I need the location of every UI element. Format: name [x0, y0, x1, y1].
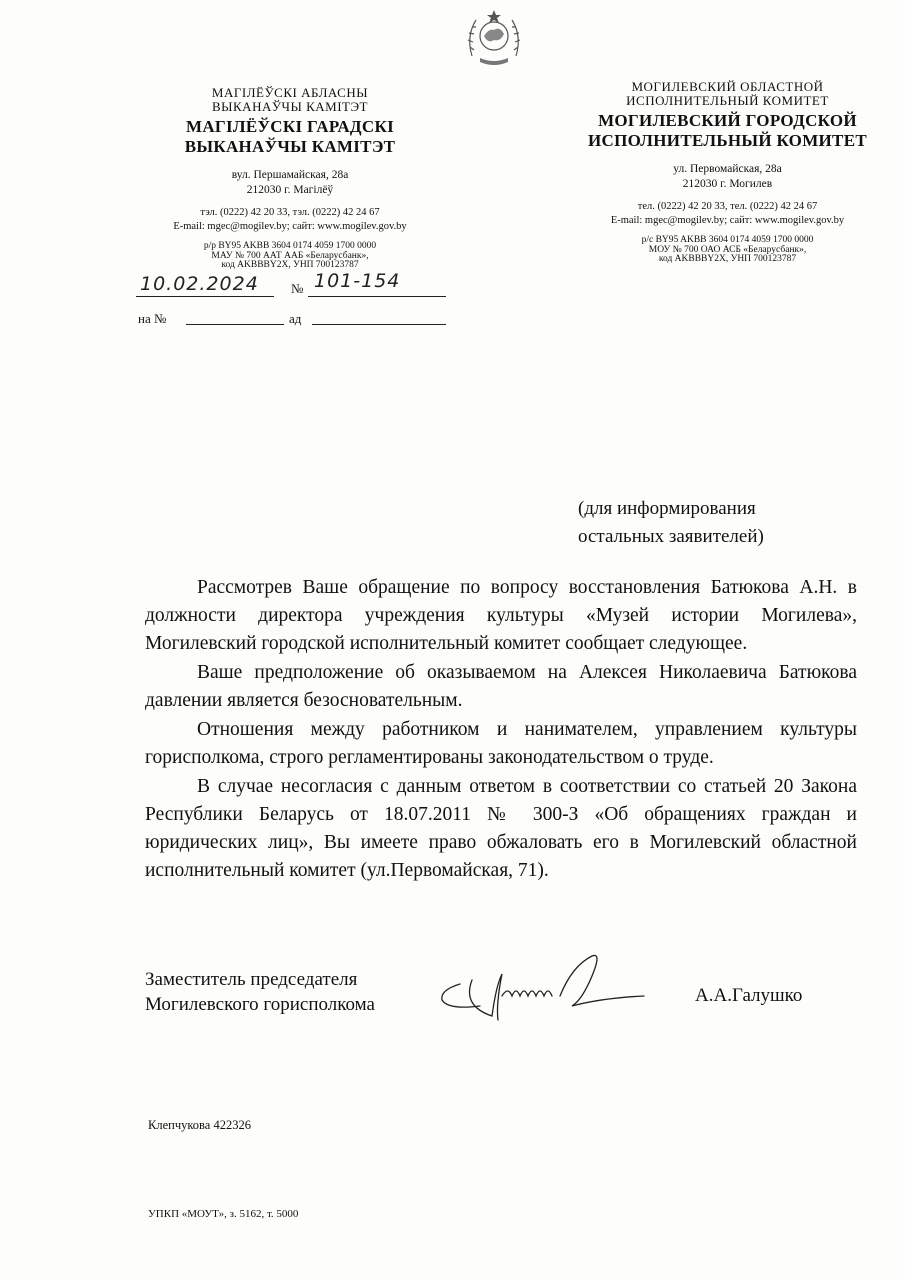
address-ru: ул. Первомайская, 28а 212030 г. Могилев [673, 163, 782, 191]
reply-to-number-line [186, 310, 284, 325]
print-info: УПКП «МОУТ», з. 5162, т. 5000 [148, 1208, 299, 1220]
header-russian [565, 80, 890, 265]
reply-to-label: на № [138, 311, 167, 326]
coat-of-arms-icon [462, 6, 526, 68]
letter-body [145, 574, 857, 886]
oblast-name-by: МАГІЛЁЎСКІ АБЛАСНЫ ВЫКАНАЎЧЫ КАМІТЭТ [211, 85, 369, 114]
bank-details-ru: р/с BY95 AKBB 3604 0174 4059 1700 0000 МОУ № 700 ОАО АСБ «Беларусбанк», код AKBBBY2X, УНП 700123787 [641, 234, 814, 265]
outgoing-date: 10.02.2024 [140, 273, 259, 295]
address-by: вул. Першамайская, 28а 212030 г. Магілёў [231, 169, 349, 197]
contacts-ru: тел. (0222) 42 20 33, тел. (0222) 42 24 67 E-mail: mgec@mogilev.by; сайт: www.mogilev.gov.by [610, 201, 845, 226]
executor-info: Клепчукова 422326 [148, 1118, 251, 1132]
handwritten-signature [432, 946, 647, 1024]
signatory-name: А.А.Галушко [695, 985, 803, 1006]
city-committee-name-by: МАГІЛЁЎСКІ ГАРАДСКІ ВЫКАНАЎЧЫ КАМІТЭТ [184, 117, 396, 156]
signatory-title: Заместитель председателя Могилевского горисполкома [145, 969, 375, 1015]
paragraph-2: Ваше предположение об оказываемом на Алексея Николаевича Батюкова давлении является безосновательным. [145, 662, 857, 711]
bank-details-by: р/р BY95 AKBB 3604 0174 4059 1700 0000 МАУ № 700 ААТ ААБ «Беларусбанк», код AKBBBY2X, УНП 700123787 [203, 240, 377, 271]
header-belarusian [125, 86, 455, 271]
oblast-name-ru: МОГИЛЕВСКИЙ ОБЛАСТНОЙ ИСПОЛНИТЕЛЬНЫЙ КОМИТЕТ [626, 79, 829, 108]
reply-to-date-label: ад [289, 311, 302, 326]
recipient-note: (для информирования остальных заявителей) [578, 498, 764, 547]
paragraph-4: В случае несогласия с данным ответом в соответствии со статьей 20 Закона Республики Беларусь от 18.07.2011 № 300-З «Об обращениях граждан и юридических лиц», Вы имеете право обжаловать его в Могилевский областной исполнительный комитет (ул.Первомайская, 71). [145, 776, 857, 881]
number-label: № [291, 281, 304, 296]
city-committee-name-ru: МОГИЛЕВСКИЙ ГОРОДСКОЙ ИСПОЛНИТЕЛЬНЫЙ КОМИТЕТ [588, 111, 867, 150]
outgoing-number: 101-154 [314, 270, 401, 292]
reply-to-date-line [312, 310, 446, 325]
contacts-by: тэл. (0222) 42 20 33, тэл. (0222) 42 24 67 E-mail: mgec@mogilev.by; сайт: www.mogilev.gov.by [173, 207, 407, 232]
paragraph-1: Рассмотрев Ваше обращение по вопросу восстановления Батюкова А.Н. в должности директора учреждения культуры «Музей истории Могилева», Могилевский городской исполнительный комитет сообщает следующее. [145, 577, 857, 654]
paragraph-3: Отношения между работником и нанимателем, управлением культуры горисполкома, строго регламентированы законодательством о труде. [145, 719, 857, 768]
